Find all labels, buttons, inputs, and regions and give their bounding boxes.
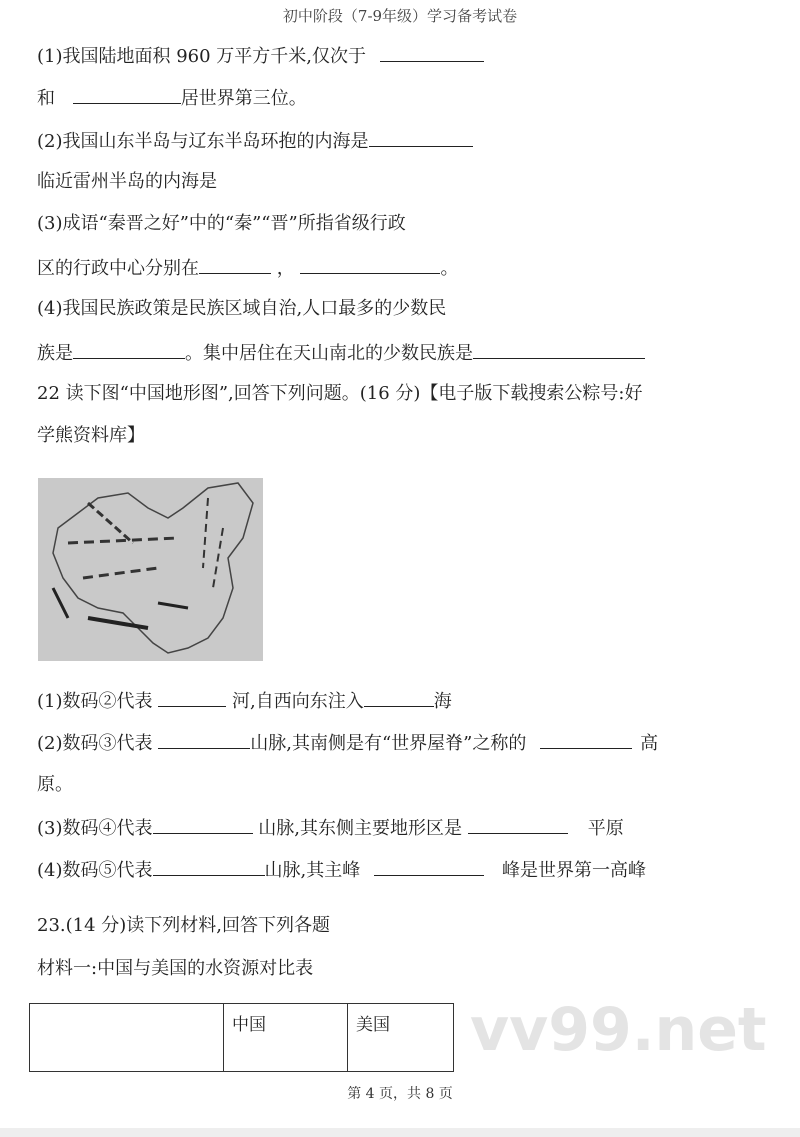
q22-sub4 [37,857,646,883]
q21-part2-line1 [37,128,473,154]
table-header-cell: 美国 [348,1004,454,1072]
q23-material: 材料一:中国与美国的水资源对比表 [37,958,314,979]
q21-p3b-mid: ， [276,258,295,279]
q22-title-line1: 22 读下图“中国地形图”,回答下列问题。(16 分)【电子版下载搜索公粽号:好 [37,383,643,404]
bottom-bar [0,1128,800,1137]
q22-s3-pre: (3)数码④代表 [37,818,153,839]
q21-p4b-pre: 族是 [37,343,73,364]
q22-title-line2: 学熊资料库】 [37,425,145,446]
answer-blank[interactable] [380,43,484,62]
q21-p3b-post: 。 [440,258,459,279]
answer-blank[interactable] [374,857,484,876]
q22-s2-pre: (2)数码③代表 [37,733,153,754]
q22-s4-post: 峰是世界第一高峰 [501,860,646,881]
q23-title: 23.(14 分)读下列材料,回答下列各题 [37,915,331,936]
q21-p2b: 临近雷州半岛的内海是 [37,171,217,192]
q21-p3a: (3)成语“秦晋之好”中的“秦”“晋”所指省级行政 [37,213,406,234]
china-terrain-map [38,478,263,661]
table-header-cell [30,1004,224,1072]
q22-s1-pre: (1)数码②代表 [37,691,153,712]
q21-p2a: (2)我国山东半岛与辽东半岛环抱的内海是 [37,131,369,152]
water-resource-table [29,1003,454,1072]
q22-s4-pre: (4)数码⑤代表 [37,860,153,881]
q21-p1b-post: 居世界第三位。 [180,88,307,109]
q22-s3-mid: 山脉,其东侧主要地形区是 [258,818,462,839]
q21-part2-line2 [37,170,217,194]
answer-blank[interactable] [158,730,250,749]
q22-sub2 [37,730,658,756]
page-header: 初中阶段（7-9年级）学习备考试卷 [282,7,518,25]
table-row [30,1004,454,1072]
answer-blank[interactable] [468,815,568,834]
q21-part3-line2 [37,255,458,281]
answer-blank[interactable] [364,688,434,707]
answer-blank[interactable] [73,340,185,359]
table-header-cell: 中国 [224,1004,348,1072]
q21-p4b-mid: 。集中居住在天山南北的少数民族是 [185,343,473,364]
q21-part3-line1 [37,212,406,236]
answer-blank[interactable] [153,857,265,876]
q22-s1-mid: 河,自西向东注入 [231,691,364,712]
answer-blank[interactable] [158,688,226,707]
q21-p3b-pre: 区的行政中心分别在 [37,258,199,279]
answer-blank[interactable] [199,255,271,274]
q21-part1-line1 [37,43,484,69]
answer-blank[interactable] [369,128,473,147]
watermark: vv99.net [470,995,767,1065]
q22-s1-post: 海 [433,691,452,712]
answer-blank[interactable] [73,85,181,104]
q21-part4-line1 [37,297,446,321]
q21-p4a: (4)我国民族政策是民族区域自治,人口最多的少数民 [37,298,447,319]
q22-s2-post: 高 [640,733,659,754]
q22-sub2-cont: 原。 [37,774,73,795]
q22-s2-mid: 山脉,其南侧是有“世界屋脊”之称的 [250,733,527,754]
q21-p1b-pre: 和 [37,88,55,109]
q21-p1a: (1)我国陆地面积 960 万平方千米,仅次于 [37,46,367,67]
q22-s3-post: 平原 [587,818,624,839]
q22-s4-mid: 山脉,其主峰 [264,860,361,881]
q21-part4-line2 [37,340,645,366]
answer-blank[interactable] [473,340,645,359]
page-footer: 第 4 页，共 8 页 [347,1086,453,1102]
answer-blank[interactable] [540,730,632,749]
q21-part1-line2 [37,85,307,111]
answer-blank[interactable] [300,255,440,274]
q22-sub1 [37,688,452,714]
answer-blank[interactable] [153,815,253,834]
q22-sub3 [37,815,624,841]
